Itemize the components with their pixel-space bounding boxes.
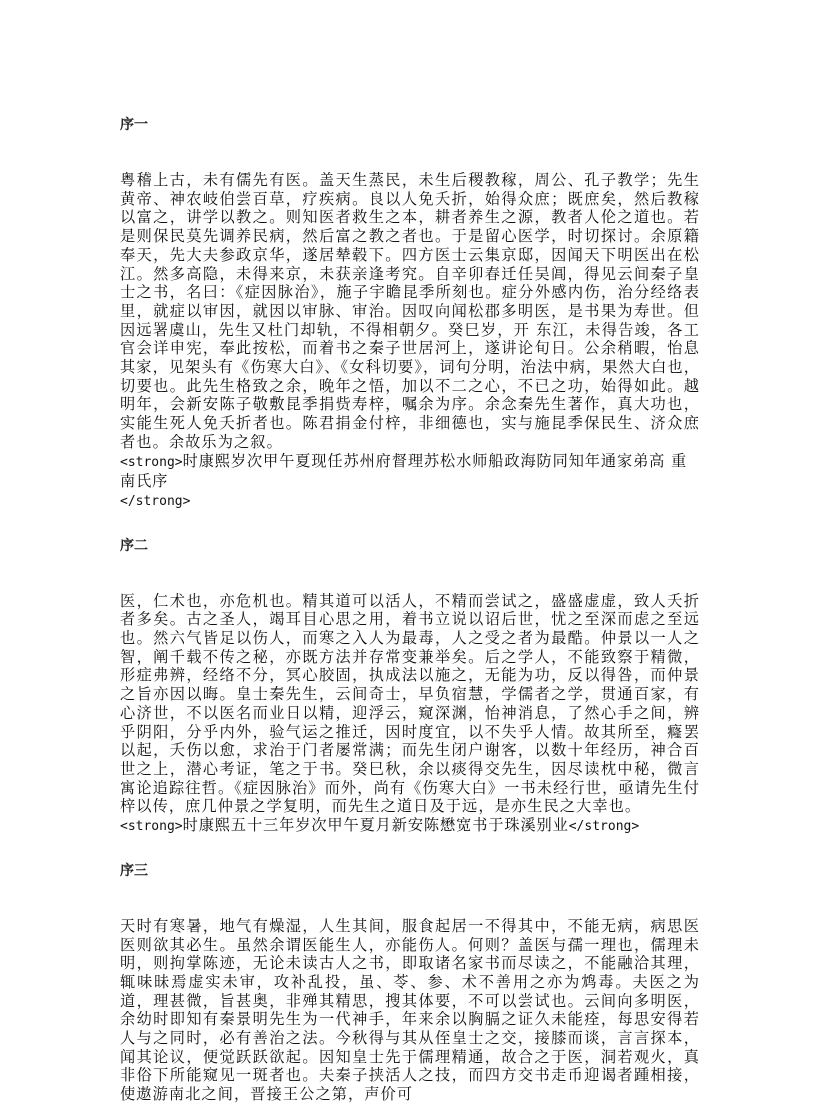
strong-close-tag: </strong> xyxy=(568,819,640,835)
preface-three xyxy=(120,862,700,1104)
signature-text: 时康熙五十三年岁次甲午夏月新安陈懋宽书于珠溪别业 xyxy=(182,816,569,835)
preface-one xyxy=(120,116,700,512)
preface-body: 医，仁术也，亦危机也。精其道可以活人，不精而尝试之，盛盛虚虚，致人夭折者多矣。古之圣人，竭耳目心思之用，着书立说以诏后世，忧之至深而虑之至远也。然六气皆足以伤人，而寒之入人为最毒，人之受之者为最酷。仲景以一人之智，阐千载不传之秘，亦既方法并存常变兼举矣。后之学人，不能致察于精微，形症弗辨，经络不分，冥心胶固，执成法以施之，无能为功，反以得咎，而仲景之旨亦因以晦。皇士秦先生，云间奇士，早负宿慧，学儒者之学，贯通百家，有心济世，不以医名而业日以精，迎浮云，窥深渊，怡神消息，了然心手之间，辨乎阴阳，分乎内外，验气运之推迁，因时度宜，以不失乎人情。故其所至，癃罢以起，夭伤以愈，求治于门者屡常满；而先生闭户谢客，以数十年经历，神合百世之上，潜心考证，笔之于书。癸巳秋，余以痰得交先生，因尽读枕中秘，微言寓论追踪往哲。《症因脉治》而外，尚有《伤寒大白》一书未经行世，亟请先生付梓以传，庶几仲景之学复明，而先生之道日及于远，是亦生民之大幸也。 xyxy=(120,591,700,816)
section-title: 序一 xyxy=(120,117,148,133)
section-title: 序三 xyxy=(120,862,148,879)
signature-text: 时康熙岁次甲午夏现任苏州府督理苏松水师船政海防同知年通家弟高 重南氏序 xyxy=(120,451,688,491)
strong-open-tag: <strong> xyxy=(120,454,183,470)
preface-signature xyxy=(120,452,700,512)
strong-close-tag: </strong> xyxy=(120,493,191,509)
preface-signature xyxy=(120,816,700,837)
preface-body: 天时有寒暑，地气有燥湿，人生其间，服食起居一不得其中，不能无病，病思医医则欲其必生。虽然余谓医能生人，亦能伤人。何则？盖医与孺一理也，儒理未明，则拘掌陈迹，无论未读古人之书，即取诸名家书而尽读之，不能融洽其理，辄味昧焉虚实未审，攻补乱投，虽、苓、参、术不善用之亦为鸩毒。夫医之为道，理甚微，旨甚奥，非殚其精思，搜其体要，不可以尝试也。云间向多明医，余幼时即知有秦景明先生为一代神手，年来余以胸膈之证久未能痊，每思安得若人与之同时，必有善治之法。今秋得与其从侄皇士之交，接膝而谈，言言探本，闻其论议，便觉跃跃欲起。因知皇士先于儒理精通，故合之于医，洞若观火，真非俗下所能窥见一斑者也。夫秦子挟活人之技，而四方交书走币迎谒者踵相接，使遨游南北之间，晋接王公之第，声价可 xyxy=(120,916,700,1104)
section-title: 序二 xyxy=(120,537,148,554)
preface-two xyxy=(120,537,700,837)
preface-body: 粤稽上古，未有儒先有医。盖天生蒸民，未生后稷教稼，周公、孔子教学；先生黄帝、神农岐伯尝百草，疗疾病。良以人免夭折，始得众庶；既庶矣，然后教稼以富之，讲学以教之。则知医者救生之本，耕者养生之源，教者人伦之道也。若是则保民莫先调养民病，然后富之教之者也。于是留心医学，时切探讨。余原籍奉天，先大夫参政京华，遂居辇毂下。四方医士云集京邸，因闻天下明医出在松江。然多高隐，未得来京，未获亲逢考究。自辛卯春迁任吴阊，得见云间秦子皇士之书，名曰：《症因脉治》，施子宇瞻昆季所刻也。症分外感内伤，治分经络表里，就症以审因，就因以审脉、审治。因叹向闻松郡多明医，是书果为寿世。但因远署虞山，先生又杜门却轨，不得相朝夕。癸巳岁，开 东江，未得告竣，各工官会详申宪，奉此按松，而着书之秦子世居河上，遂讲论旬日。公余稍暇，怡息其家，见架头有《伤寒大白》、《女科切要》，词句分明，治法中病，果然大白也，切要也。此先生格致之余，晚年之悟，加以不二之心，不已之功，始得如此。越明年，会新安陈子敬敷昆季捐赀寿梓，嘱余为序。余念秦先生著作，真大功也，实能生死人免夭折者也。陈君捐金付梓，非细德也，实与施昆季保民生、济众庶者也。余故乐为之叙。 xyxy=(120,171,700,451)
document-page xyxy=(120,116,700,1104)
strong-open-tag: <strong> xyxy=(120,819,183,835)
